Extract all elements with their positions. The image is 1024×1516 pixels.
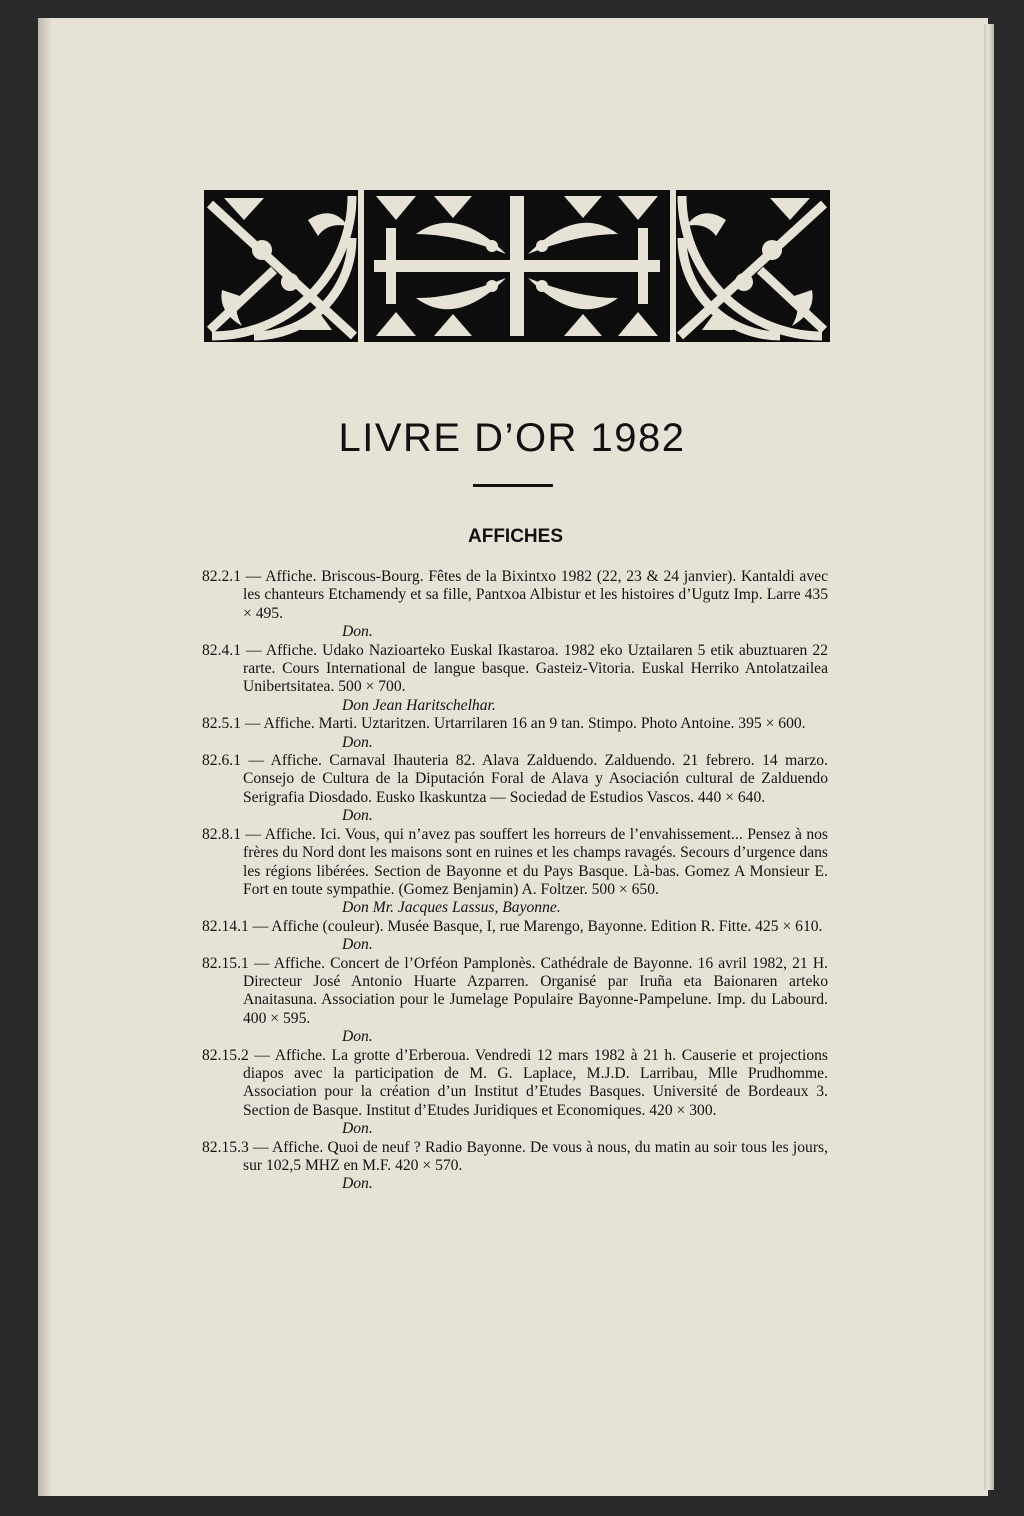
- list-item: [202, 568, 828, 642]
- decorative-ornament: [204, 190, 830, 342]
- entry-text: 82.15.3 — Affiche. Quoi de neuf ? Radio Bayonne. De vous à nous, du matin au soir tous les jours, sur 102,5 MHZ en M.F. 420 × 570.: [202, 1138, 828, 1174]
- entry-list: [202, 568, 828, 1194]
- entry-donor: Don.: [342, 1175, 373, 1193]
- list-item: [202, 642, 828, 716]
- list-item: [202, 1047, 828, 1139]
- list-item: [202, 715, 828, 752]
- entry-donor: Don Mr. Jacques Lassus, Bayonne.: [342, 899, 561, 917]
- page-title: LIVRE D’OR 1982: [338, 416, 686, 460]
- list-item: [202, 752, 828, 826]
- entry-text: 82.2.1 — Affiche. Briscous-Bourg. Fêtes de la Bixintxo 1982 (22, 23 & 24 janvier). Kantaldi avec les chanteurs Etchamendy et sa fille, Pantxoa Albistur et les histoires d’Ugutz Imp. Larre 435 × 495.: [202, 568, 828, 622]
- entry-text: 82.14.1 — Affiche (couleur). Musée Basque, I, rue Marengo, Bayonne. Edition R. Fitte. 425 × 610.: [202, 917, 823, 935]
- entry-donor: Don.: [342, 1028, 373, 1046]
- entry-text: 82.8.1 — Affiche. Ici. Vous, qui n’avez pas souffert les horreurs de l’envahissement... Pensez à nos frères du Nord dont les maisons sont en ruines et les champs ravagés. Secours d’urgence dans les régions libérées. Section de Bayonne et du Pays Basque. Là-bas. Gomez A Monsieur E. Fort en toute sympathie. (Gomez Benjamin) A. Foltzer. 500 × 650.: [202, 825, 828, 898]
- entry-text: 82.15.1 — Affiche. Concert de l’Orféon Pamplonès. Cathédrale de Bayonne. 16 avril 1982, 21 H. Directeur José Antonio Huarte Azparren. Organisé par Iruña eta Baionaren arteko Anaitasuna. Association pour le Jumelage Populaire Bayonne-Pampelune. Imp. du Labourd. 400 × 595.: [202, 954, 828, 1027]
- entry-donor: Don.: [342, 733, 373, 751]
- entry-text: 82.5.1 — Affiche. Marti. Uztaritzen. Urtarrilaren 16 an 9 tan. Stimpo. Photo Antoine. 395 × 600.: [202, 715, 806, 733]
- list-item: [202, 955, 828, 1047]
- entry-donor: Don.: [342, 936, 373, 954]
- list-item: [202, 826, 828, 918]
- entry-text: 82.4.1 — Affiche. Udako Nazioarteko Euskal Ikastaroa. 1982 eko Uztailaren 5 etik abuztuaren 22 rarte. Cours International de langue basque. Gasteiz-Vitoria. Euskal Herriko Antolatzailea Unibertsitatea. 500 × 700.: [202, 641, 828, 696]
- entry-donor: Don.: [342, 623, 373, 641]
- entry-text: 82.15.2 — Affiche. La grotte d’Erberoua. Vendredi 12 mars 1982 à 21 h. Causerie et projections diapos avec la participation de M. G. Laplace, M.J.D. Larribau, Mlle Prudhomme. Association pour la création d’un Institut d’Etudes Basques. Université de Bordeaux 3. Section de Basque. Institut d’Etudes Juridiques et Economiques. 420 × 300.: [202, 1046, 828, 1119]
- entry-text: 82.6.1 — Affiche. Carnaval Ihauteria 82. Alava Zalduendo. Zalduendo. 21 febrero. 14 marzo. Consejo de Cultura de la Diputación Foral de Alava y Asociación cultural de Zalduendo Serigrafia Diosdado. Eusko Ikaskuntza — Sociedad de Estudios Vascos. 440 × 640.: [202, 752, 828, 806]
- entry-donor: Don.: [342, 1120, 373, 1138]
- entry-donor: Don Jean Haritschelhar.: [342, 696, 496, 714]
- page-edge: [984, 24, 994, 1490]
- title-rule: [473, 484, 553, 487]
- section-heading: AFFICHES: [468, 526, 563, 547]
- entry-donor: Don.: [342, 807, 373, 825]
- list-item: [202, 1139, 828, 1194]
- list-item: [202, 918, 828, 955]
- page-gutter: [38, 18, 52, 1496]
